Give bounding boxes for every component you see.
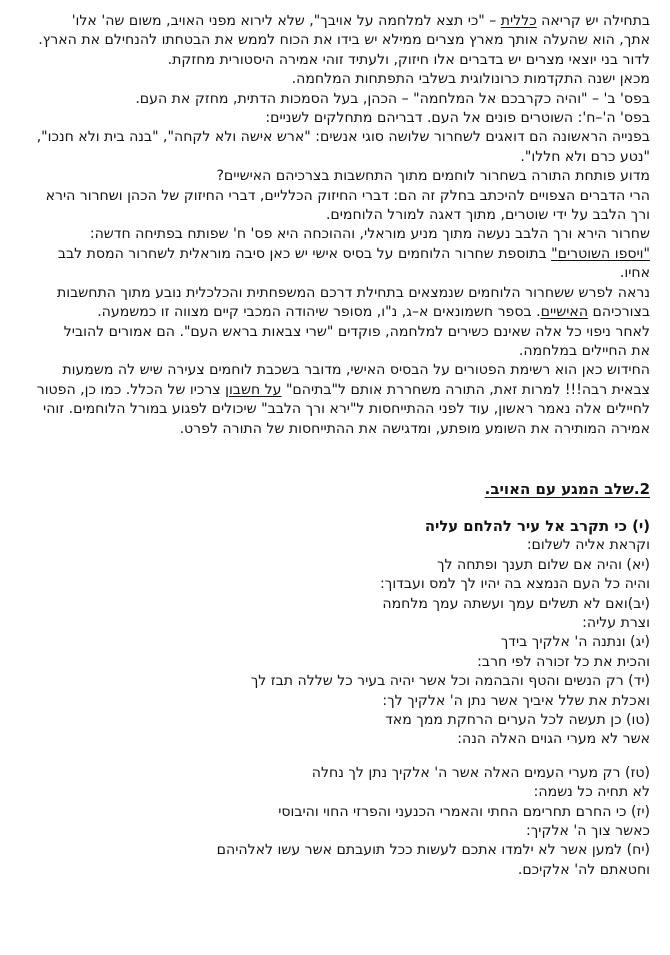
verse-line: וחטאתם לה' אלקיכם.	[517, 861, 650, 878]
text-line: החידוש כאן הוא רשימת הפטורים על הבסיס האישי, מדובר בשכבת לוחמים צעירה שיש לה משמעות	[62, 362, 650, 379]
text-segment: צבאית רבה!!! למרות זאת, התורה משחררת אותם ל"בתיהם"	[281, 381, 650, 398]
text-segment: בצורכיהם	[588, 304, 650, 321]
text-line: לחיילים אלה נאמר ראשון, עוד לפני ההתייחסות ל"ירא ורך הלבב" שיכולים לפגוע במורל הלוחמים. זוהי	[43, 401, 650, 418]
text-line: את החיילים במלחמה.	[518, 342, 650, 359]
text-line: לאחר ניפוי כל אלה שאינם כשירים למלחמה, פוקדים "שרי צבאות בראש העם". הם אמורים להוביל	[63, 323, 650, 340]
text-segment: בתחילה יש קריאה	[541, 13, 650, 29]
text-line: בפס' ב' – "והיה כקרבכם אל המלחמה" – הכהן, בעל הסמכות הדתית, מחזק את העם.	[135, 90, 650, 107]
text-line: מכאן ישנה התקדמות כרונולוגית בשלבי התפתחות המלחמה.	[291, 71, 650, 88]
text-line: נראה לפרש ששחרור הלוחמים שנמצאים בתחילת דרכם המשפחתית והכלכלית נובע מתוך התחשבות	[57, 284, 650, 301]
underlined-phrase: על חשבון	[225, 381, 282, 398]
text-line: בפנייה הראשונה הם דואגים לשחרור שלושה סוגי אנשים: "ארש אישה ולא לקחה", "בנה בית ולא חנכו",	[36, 129, 650, 146]
underlined-word: כללית	[500, 13, 537, 29]
verse-line: ואכלת את שלל איביך אשר נתן ה' אלקיך לך:	[382, 692, 650, 709]
text-line: לדור בני יוצאי מצרים יש בדברים אלו חיזוק, ולעתיד זוהי אמירה היסטורית מחזקת.	[167, 51, 650, 68]
intro-block	[20, 12, 650, 167]
verse-line: (יא) והיה אם שלום תענך ופתחה לך	[436, 556, 650, 573]
text-line: ורך הלבב על ידי שוטרים, מתוך דאגה למורל הלוחמים.	[325, 207, 650, 224]
text-line: אמירה המותירה את השומע מופתע, ומדגישה את ההתייחסות של התורה לפרט.	[179, 420, 650, 437]
verse-line: כאשר צוך ה' אלקיך:	[525, 823, 650, 840]
verse-line: (יז) כי החרם תחרימם החתי והאמרי הכנעני והפרזי החוי והיבוסי	[278, 803, 650, 820]
verse-line: (יג) ונתנה ה' אלקיך בידך	[500, 634, 650, 651]
text-line: מדוע פותחת התורה בשחרור לוחמים מתוך התחשבות בצרכיהם האישיים?	[216, 168, 650, 185]
verse-line: וצרת עליה:	[582, 614, 650, 631]
text-line	[20, 381, 650, 400]
underlined-phrase: "ויספו השוטרים"	[551, 245, 650, 262]
section-heading-text: 2.שלב המגע עם האויב.	[484, 479, 650, 498]
verse-line: לא תחיה כל נשמה:	[533, 784, 650, 801]
text-line	[20, 303, 650, 322]
text-segment: . בספר חשמונאים א–ג, נ"ו, מסופר שיהודה המכבי קיים מצווה זו כמשמעה.	[97, 304, 541, 321]
text-line: אחיו.	[619, 265, 650, 282]
verse-line: (טו) כן תעשה לכל הערים הרחקת ממך מאד	[385, 712, 650, 728]
verse-line: אשר לא מערי הגוים האלה הנה:	[457, 731, 650, 748]
text-line: אתך, הוא שהעלה אותך מארץ מצרים ממילא יש בידו את הכוח לממש את הבטחתו להנחילם את הארץ.	[38, 32, 650, 49]
verse-line: (טז) רק מערי העמים האלה אשר ה' אלקיך נתן לך נחלה	[311, 764, 650, 781]
underlined-word: האישיים	[540, 304, 589, 321]
verse-line: והכית את כל זכורה לפי חרב:	[477, 653, 650, 670]
text-segment: צרכיו של הכלל. כמו כן, הפטור	[36, 381, 226, 398]
text-line	[20, 245, 650, 264]
verse-gap	[20, 750, 650, 764]
text-line: "נטע כרם ולא חללו".	[520, 148, 650, 165]
verses-block	[20, 517, 650, 880]
body-block	[20, 167, 650, 439]
verse-line: (יד) רק הנשים והטף והבהמה וכל אשר יהיה בעיר כל שללה תבז לך	[250, 673, 650, 690]
verse-line: (יח) למען אשר לא ילמדו אתכם לעשות ככל תועבתם אשר עשו לאלהיהם	[216, 842, 650, 859]
verse-line: והיה כל העם הנמצא בה יהיו לך למס ועבדוך:	[380, 576, 650, 593]
text-line: הרי הדברים הצפויים להיכתב בחלק זה הם: דברי החיזוק הכלליים, דברי החיזוק של הכהן ושחרור הירא	[45, 187, 650, 204]
verse-line: (י) כי תקרב אל עיר להלחם עליה	[424, 517, 650, 535]
verse-line: וקראת אליה לשלום:	[526, 537, 650, 554]
text-segment: בתוספת שחרור הלוחמים על בסיס אישי יש כאן סיבה מוראלית לשחרור המסת לבב	[57, 245, 552, 262]
text-line: בפס' ה'–ח': השוטרים פונים אל העם. דבריהם מתחלקים לשניים:	[265, 110, 650, 127]
text-line: שחרור הירא ורך הלבב נעשה מתוך מניע מוראלי, וההוכחה היא פס' ח' שפותח בפתיחה חדשה:	[89, 226, 650, 243]
text-segment: – "כי תצא למלחמה על אויבך", שלא לירוא מפני האויב, משום שה' אלו'	[71, 13, 501, 29]
verse-line: (יב)ואם לא תשלים עמך ועשתה עמך מלחמה	[382, 595, 650, 612]
text-line	[20, 12, 650, 31]
section-heading	[20, 479, 650, 499]
